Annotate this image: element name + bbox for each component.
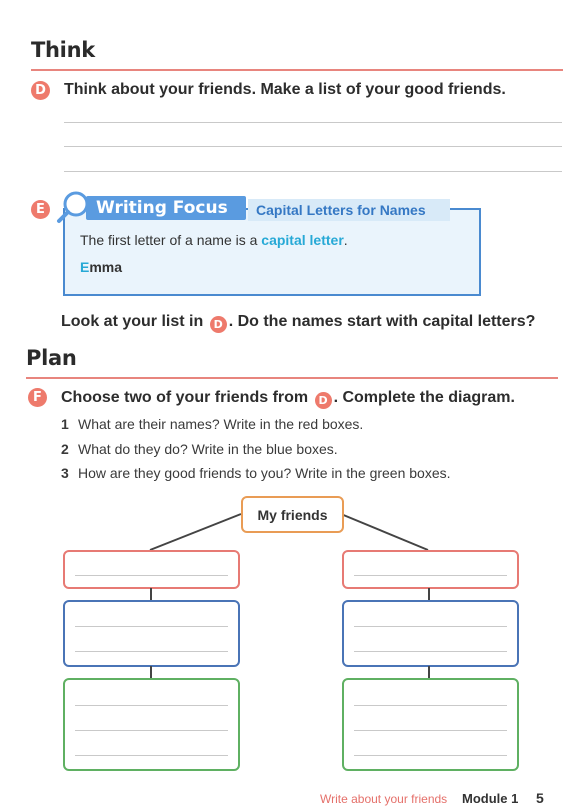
section-title-think: Think [31,38,95,62]
diagram-center-node: My friends [241,496,344,533]
page-number: 5 [536,790,544,806]
activity-d-instruction: Think about your friends. Make a list of your good friends. [64,81,506,98]
connector [428,666,430,678]
footer-lesson: Write about your friends [320,792,448,806]
writing-line [354,730,507,731]
left-friend-box[interactable] [63,678,240,771]
right-name-box[interactable] [342,550,519,589]
writing-line [354,755,507,756]
connector [428,588,430,600]
writing-line [354,626,507,627]
f-d-badge: D [315,392,332,409]
writing-line [354,705,507,706]
activity-d-badge: D [31,81,50,100]
writing-line [75,705,228,706]
writing-focus-subtitle: Capital Letters for Names [256,202,426,218]
activity-f-badge: F [28,388,47,407]
writing-line [75,575,228,576]
step-number: 1 [61,416,69,432]
right-job-box[interactable] [342,600,519,667]
step-text: How are they good friends to you? Write in the green boxes. [78,465,451,481]
left-job-box[interactable] [63,600,240,667]
example-rest: mma [89,259,123,275]
writing-line [75,755,228,756]
example-capital: E [80,259,90,275]
right-friend-box[interactable] [342,678,519,771]
f-text-post: . Complete the diagram. [333,389,515,406]
look-text-post: . Do the names start with capital letters? [228,313,536,330]
writing-focus-title: Writing Focus [96,198,228,218]
writing-line [354,575,507,576]
connector [150,666,152,678]
look-text-pre: Look at your list in [61,313,208,330]
footer-module: Module 1 [462,791,519,806]
rule-text: The first letter of a name is a [80,232,262,248]
connector [150,588,152,600]
writing-line [75,651,228,652]
writing-line [75,730,228,731]
activity-e-badge: E [31,200,50,219]
rule-highlight: capital letter [261,232,344,248]
look-d-badge: D [210,316,227,333]
step-text: What are their names? Write in the red boxes. [78,416,364,432]
writing-line [354,651,507,652]
rule-end: . [343,232,348,248]
writing-line [75,626,228,627]
step-number: 3 [61,465,69,481]
step-text: What do they do? Write in the blue boxes. [78,441,338,457]
f-text-pre: Choose two of your friends from [61,389,313,406]
section-title-plan: Plan [26,346,77,370]
left-name-box[interactable] [63,550,240,589]
step-number: 2 [61,441,69,457]
